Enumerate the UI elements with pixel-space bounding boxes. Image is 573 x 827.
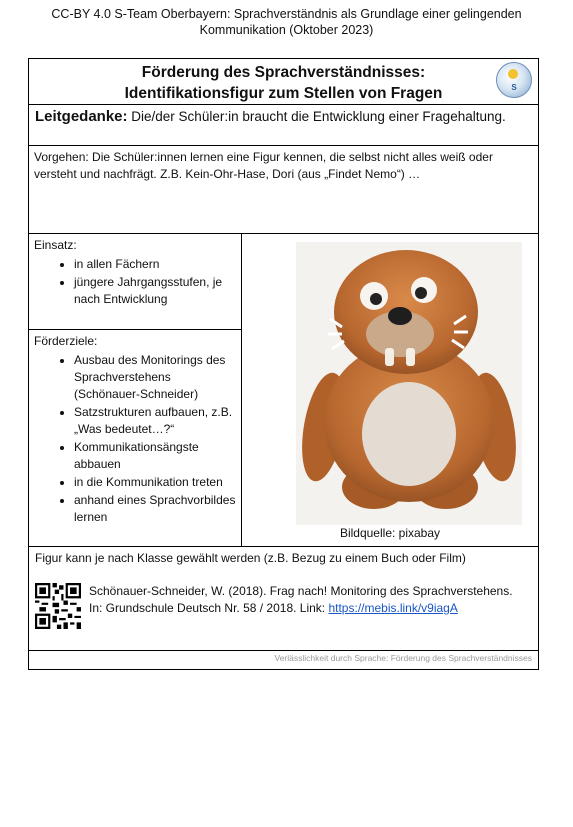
plush-walrus-image: [296, 242, 522, 525]
list-item: • jüngere Jahrgangsstufen, je nach Entwicklung: [74, 274, 236, 308]
list-item: • in die Kommunikation treten: [74, 474, 236, 491]
mebis-link[interactable]: https://mebis.link/v9iagA: [328, 601, 458, 615]
reference-block: [35, 583, 513, 629]
einsatz-section: [29, 234, 241, 330]
footer-row: [29, 651, 538, 669]
content-split-row: [29, 234, 538, 547]
plush-walrus-icon: [296, 242, 522, 525]
bottom-row: [29, 547, 538, 651]
einsatz-label: Einsatz:: [34, 238, 77, 252]
sun-icon: [508, 69, 518, 79]
left-column: [29, 234, 242, 546]
worksheet-table: [28, 58, 539, 670]
list-item: • Ausbau des Monitorings des Sprachverstehens (Schönauer-Schneider): [74, 352, 236, 403]
approach-text: Vorgehen: Die Schüler:innen lernen eine Figur kennen, die selbst nicht alles weiß oder versteht und nachfrägt. Z.B. Kein-Ohr-Hase, Dori (aus „Findet Nemo“) …: [34, 150, 493, 181]
list-item: • anhand eines Sprachvorbildes lernen: [74, 492, 236, 526]
logo-letter: S: [511, 82, 517, 92]
reference-line-2: [89, 600, 513, 617]
foerderziele-list: [34, 352, 236, 526]
reference-line-2-text: In: Grundschule Deutsch Nr. 58 / 2018. Link:: [89, 601, 329, 615]
reference-text: [89, 583, 513, 629]
approach-row: [29, 146, 538, 234]
lead-label: Leitgedanke:: [35, 108, 128, 125]
bottom-note: Figur kann je nach Klasse gewählt werden (z.B. Bezug zu einem Buch oder Film): [35, 551, 466, 565]
list-item: • Satzstrukturen aufbauen, z.B. „Was bedeutet…?“: [74, 404, 236, 438]
footer-text: Verlässlichkeit durch Sprache: Förderung des Sprachverständnisses: [274, 653, 532, 663]
lead-text: Die/der Schüler:in braucht die Entwicklung einer Fragehaltung.: [127, 109, 506, 124]
einsatz-list: [34, 256, 236, 308]
image-caption: Bildquelle: pixabay: [339, 526, 441, 540]
school-logo-icon: [496, 62, 532, 98]
header-line-1: CC-BY 4.0 S-Team Oberbayern: Sprachverständnis als Grundlage einer gelingenden: [51, 7, 522, 21]
page-header: [0, 6, 573, 38]
lead-row: [29, 105, 538, 146]
header-line-2: Kommunikation (Oktober 2023): [199, 23, 374, 37]
reference-line-1: Schönauer-Schneider, W. (2018). Frag nach! Monitoring des Sprachverstehens.: [89, 584, 513, 598]
foerderziele-section: [29, 330, 241, 546]
foerderziele-label: Förderziele:: [34, 334, 98, 348]
qr-code-icon[interactable]: [35, 583, 81, 629]
title-line-2: Identifikationsfigur zum Stellen von Fragen: [124, 85, 443, 102]
list-item: • in allen Fächern: [74, 256, 236, 273]
title-line-1: Förderung des Sprachverständnisses:: [141, 64, 426, 81]
list-item: • Kommunikationsängste abbauen: [74, 439, 236, 473]
title-row: [29, 59, 538, 105]
right-column: [242, 234, 538, 546]
